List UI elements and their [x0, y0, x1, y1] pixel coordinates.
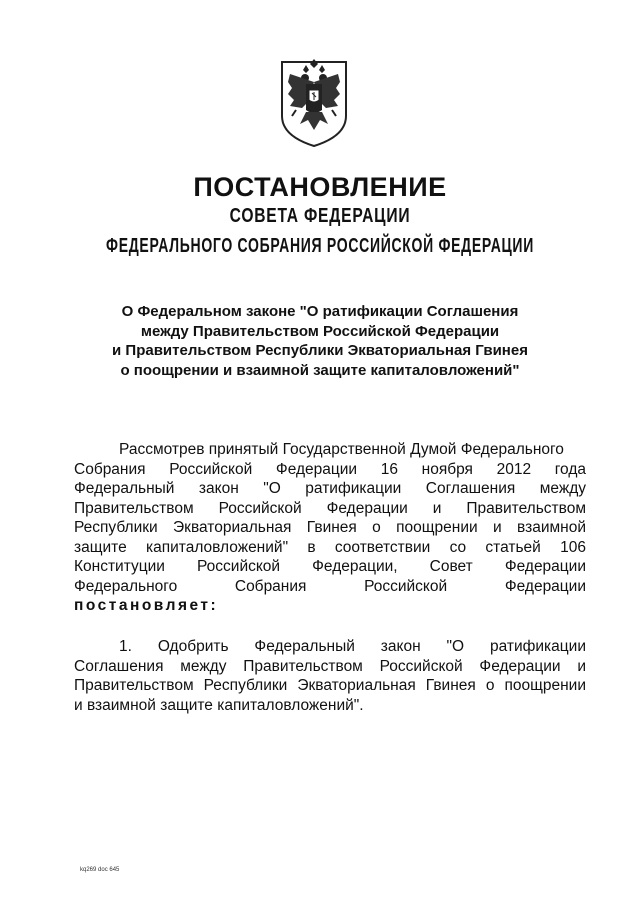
- paragraph-considered: [74, 440, 586, 616]
- paragraph-line: и взаимной защите капиталовложений".: [74, 696, 364, 714]
- coat-of-arms-icon: [276, 58, 352, 148]
- paragraph-line: Федеральный закон "О ратификации Соглашения между: [74, 480, 586, 497]
- paragraph-line: Федерального Собрания Российской Федерации: [74, 577, 586, 595]
- paragraph-line: 1. Одобрить Федеральный закон "О ратификации: [119, 638, 586, 655]
- paragraph-approve: [74, 637, 586, 715]
- subject-line: О Федеральном законе "О ратификации Соглашения: [121, 303, 519, 320]
- paragraph-line: Соглашения между Правительством Российской Федерации и: [74, 657, 586, 675]
- paragraph-line: Рассмотрев принятый Государственной Думой Федерального: [119, 441, 564, 458]
- document-subtitle-council: СОВЕТА ФЕДЕРАЦИИ: [229, 205, 411, 227]
- paragraph-line: Правительством Российской Федерации и Правительством: [74, 499, 586, 517]
- document-subject: [60, 302, 580, 380]
- document-code: kq269 doc 645: [80, 867, 120, 873]
- paragraph-line: Конституции Российской Федерации, Совет Федерации: [74, 558, 586, 575]
- subject-line: между Правительством Российской Федерации: [140, 322, 500, 340]
- resolves-word: постановляет:: [74, 597, 219, 614]
- paragraph-line: Правительством Республики Экваториальная Гвинея о поощрении: [74, 677, 586, 694]
- paragraph-line: Республики Экваториальная Гвинея о поощрении и взаимной: [74, 519, 586, 536]
- subject-line: и Правительством Республики Экваториальная Гвинея: [112, 342, 528, 359]
- paragraph-line: защите капиталовложений" в соответствии со статьей 106: [74, 538, 586, 556]
- subject-line: о поощрении и взаимной защите капиталовложений": [120, 361, 520, 379]
- paragraph-line: Собрания Российской Федерации 16 ноября 2012 года: [74, 460, 586, 478]
- document-subtitle-assembly: ФЕДЕРАЛЬНОГО СОБРАНИЯ РОССИЙСКОЙ ФЕДЕРАЦИИ: [106, 235, 534, 257]
- document-title: ПОСТАНОВЛЕНИЕ: [193, 172, 447, 202]
